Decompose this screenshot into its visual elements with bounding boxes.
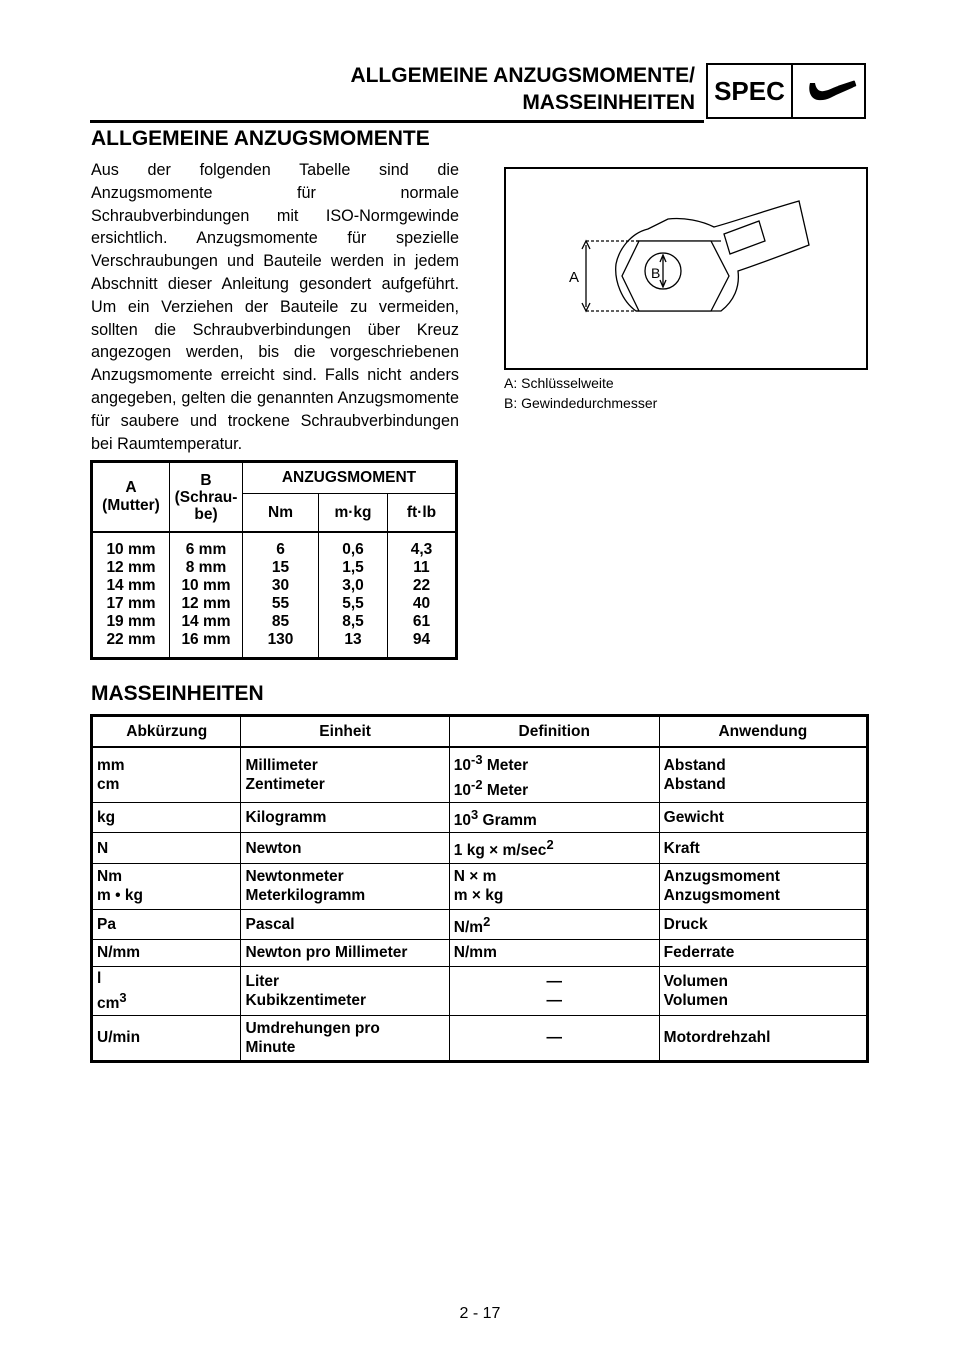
- cell-abbr: cm: [97, 776, 120, 794]
- torque-header-group: ANZUGSMOMENT: [281, 469, 417, 486]
- torque-subheader-ftlb: ft·lb: [406, 504, 437, 521]
- cell-unit: Meterkilogramm: [245, 887, 366, 905]
- cell-def: m × kg: [453, 887, 504, 905]
- cell-def-exp: 2: [483, 913, 491, 929]
- cell-def: N/mm: [449, 939, 659, 966]
- cell-abbr: l: [97, 969, 102, 987]
- cell-def: —: [449, 1015, 659, 1061]
- figure-label-b: B: [651, 265, 661, 281]
- cell-use: Gewicht: [659, 803, 867, 833]
- table-row: [92, 966, 868, 1015]
- cell-def: 10: [453, 757, 472, 775]
- cell-def: Gramm: [478, 812, 537, 830]
- cell-use: Volumen: [663, 991, 728, 1009]
- figure-caption-b: B: Gewindedurchmesser: [504, 395, 658, 411]
- cell-abbr-exp: 3: [119, 989, 127, 1005]
- cell-use: Kraft: [659, 833, 867, 863]
- table-row: [92, 803, 868, 833]
- units-header-row: [92, 716, 868, 748]
- wrench-diagram: [506, 169, 866, 368]
- intro-paragraph: Aus der folgenden Tabelle sind die Anzugsmomente für normale Schraubverbindungen mit ISO-Normgewinde ersichtlich. Anzugsmomente für spezielle Verschraubungen und Bauteile werden in jedem Abschnitt dieser Anleitung gesondert aufgeführt. Um ein Verziehen der Bauteile zu vermeiden, sollten die Schraubverbindungen über Kreuz angezogen werden, bis die vorgeschriebenen Anzugsmomente erreicht sind. Falls nicht anders angegeben, gelten die genannten Anzugsmomente für saubere und trockene Schraubverbindungen bei Raumtemperatur.: [91, 161, 459, 453]
- table-row: [92, 863, 868, 909]
- torque-col-mkg-values: 0,6 1,5 3,0 5,5 8,5 13: [342, 541, 364, 648]
- torque-col-ftlb-values: 4,3 11 22 40 61 94: [410, 541, 433, 648]
- units-header-unit: Einheit: [241, 716, 449, 748]
- cell-unit: Newton pro Millimeter: [241, 939, 449, 966]
- cell-def: Meter: [482, 782, 529, 800]
- cell-abbr: m • kg: [97, 887, 143, 905]
- cell-unit: Newton: [241, 833, 449, 863]
- header-title-line1: ALLGEMEINE ANZUGSMOMENTE/: [350, 64, 695, 87]
- cell-def-exp: 3: [471, 807, 479, 823]
- wrench-icon: [798, 68, 860, 114]
- cell-use: Abstand: [663, 776, 726, 794]
- cell-def: N/m: [453, 918, 484, 936]
- cell-abbr: kg: [92, 803, 241, 833]
- page-number: 2 - 17: [459, 1305, 501, 1322]
- section-heading-torque: ALLGEMEINE ANZUGSMOMENTE: [91, 127, 430, 150]
- units-header-abbr: Abkürzung: [92, 716, 241, 748]
- cell-def-exp: 2: [546, 837, 554, 853]
- torque-header-b: B (Schrau- be): [174, 471, 238, 523]
- torque-col-b-values: 6 mm 8 mm 10 mm 12 mm 14 mm 16 mm: [181, 541, 231, 648]
- cell-abbr: cm: [97, 994, 120, 1012]
- table-row: [92, 833, 868, 863]
- torque-table-header-rule: [93, 531, 455, 533]
- units-table: [90, 714, 869, 1063]
- cell-unit: Pascal: [241, 909, 449, 939]
- section-heading-units: MASSEINHEITEN: [91, 682, 264, 705]
- cell-use: Anzugsmoment: [663, 887, 780, 905]
- cell-unit: Minute: [245, 1038, 296, 1056]
- cell-unit: Liter: [245, 972, 280, 990]
- header-title-line2: MASSEINHEITEN: [522, 91, 695, 114]
- cell-unit: Zentimeter: [245, 776, 325, 794]
- cell-def: —: [546, 972, 562, 990]
- cell-def: 1 kg × m/sec: [453, 842, 547, 860]
- cell-unit: Kubikzentimeter: [245, 991, 367, 1009]
- cell-unit: Kilogramm: [241, 803, 449, 833]
- torque-subheader-mkg: m·kg: [334, 504, 372, 521]
- figure-label-a: A: [569, 269, 580, 286]
- torque-header-a: A (Mutter): [102, 479, 160, 514]
- torque-table-hline: [242, 493, 455, 494]
- table-row: [92, 1015, 868, 1061]
- units-header-definition: Definition: [449, 716, 659, 748]
- cell-def: 10: [453, 812, 472, 830]
- cell-def: 10: [453, 782, 472, 800]
- table-row: [92, 747, 868, 803]
- cell-use: Volumen: [663, 972, 728, 990]
- cell-abbr: Pa: [92, 909, 241, 939]
- cell-use: Federrate: [659, 939, 867, 966]
- torque-table: [90, 460, 458, 660]
- torque-col-a-values: 10 mm 12 mm 14 mm 17 mm 19 mm 22 mm: [106, 541, 156, 648]
- cell-def-exp: -2: [471, 777, 483, 793]
- cell-abbr: N/mm: [92, 939, 241, 966]
- cell-def: N × m: [453, 868, 497, 886]
- units-header-usage: Anwendung: [659, 716, 867, 748]
- spec-badge-divider: [791, 63, 793, 119]
- cell-def-exp: -3: [471, 752, 483, 767]
- spec-badge-label: SPEC: [714, 76, 785, 106]
- cell-unit: Newtonmeter: [245, 868, 344, 886]
- header-rule: [90, 120, 704, 123]
- cell-abbr: U/min: [92, 1015, 241, 1061]
- cell-abbr: Nm: [97, 868, 122, 886]
- cell-use: Motordrehzahl: [659, 1015, 867, 1061]
- cell-use: Abstand: [663, 757, 726, 775]
- torque-subheader-nm: Nm: [268, 504, 293, 521]
- cell-use: Anzugsmoment: [663, 868, 780, 886]
- cell-abbr: N: [92, 833, 241, 863]
- figure-caption-a: A: Schlüsselweite: [504, 375, 614, 391]
- cell-abbr: mm: [97, 757, 125, 775]
- table-row: [92, 939, 868, 966]
- cell-def: —: [546, 991, 562, 1009]
- cell-def: Meter: [482, 757, 529, 775]
- cell-use: Druck: [659, 909, 867, 939]
- table-row: [92, 909, 868, 939]
- cell-unit: Millimeter: [245, 757, 318, 775]
- torque-col-nm-values: 6 15 30 55 85 130: [267, 541, 294, 648]
- cell-unit: Umdrehungen pro: [245, 1019, 380, 1037]
